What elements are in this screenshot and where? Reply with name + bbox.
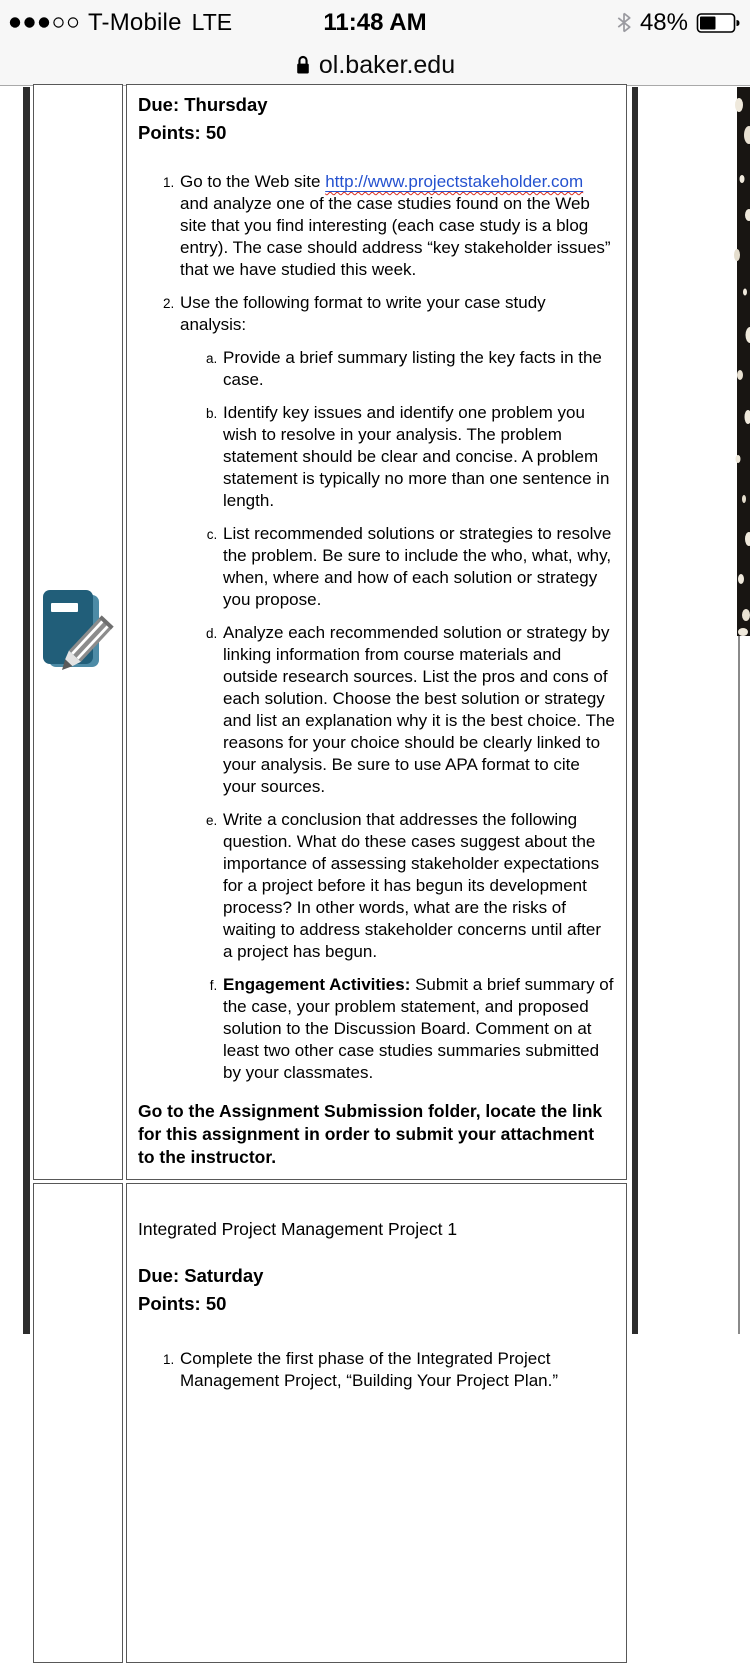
battery-percent-label: 48%: [640, 9, 688, 37]
status-bar: [0, 0, 750, 86]
network-label: LTE: [192, 9, 232, 36]
assignment-1-body-cell: [126, 84, 627, 1180]
substep-a: a. Provide a brief summary listing the key facts in the case.: [221, 347, 615, 391]
assignment-row-1: [33, 84, 627, 1180]
assignments-table: [30, 81, 630, 1666]
notebook-pencil-icon: [40, 582, 116, 678]
signal-dots-icon: [9, 16, 81, 29]
assignment-2-points: Points: 50: [138, 1290, 615, 1318]
battery-group: [616, 9, 741, 37]
assignment-1-points: Points: 50: [138, 119, 615, 147]
step-2: [178, 292, 615, 1084]
assignment-2-body-cell: [126, 1183, 627, 1663]
assignment-2-due: Due: Saturday: [138, 1262, 615, 1290]
assignment-2-title: Integrated Project Management Project 1: [138, 1218, 615, 1240]
step-1: [178, 171, 615, 281]
bluetooth-icon: [616, 12, 632, 33]
spellcheck-underline: [325, 172, 583, 191]
substep-c: c. List recommended solutions or strategies to resolve the problem. Be sure to include the who, what, why, when, where and how of each solution or strategy you propose.: [221, 523, 615, 611]
step-1-text-before: Go to the Web site: [180, 172, 325, 191]
assignment-1-substeps-list: [180, 347, 615, 1084]
marble-texture-border: [737, 87, 750, 636]
assignment-1-due: Due: Thursday: [138, 91, 615, 119]
url-bar[interactable]: [0, 45, 750, 85]
battery-icon: [696, 12, 741, 34]
assignment-1-icon-cell: [33, 84, 123, 1180]
clock-label: 11:48 AM: [0, 9, 750, 37]
carrier-label: T-Mobile: [88, 9, 182, 37]
assignment-2-step-1: 1. Complete the first phase of the Integrated Project Management Project, “Building Your Project Plan.”: [178, 1348, 615, 1392]
substep-f-text: Submit a brief summary of the case, your problem statement, and proposed solution to the Discussion Board. Comment on at least two other case studies summaries submitted by your classmates.: [223, 975, 613, 1082]
step-2-text: Use the following format to write your case study analysis:: [180, 293, 546, 334]
substep-b: b. Identify key issues and identify one problem you wish to resolve in your analysis. The problem statement should be clear and concise. A problem statement is typically no more than one sentence in length.: [221, 402, 615, 512]
substep-e: e. Write a conclusion that addresses the following question. What do these cases suggest about the importance of assessing stakeholder expectations for a project before it has begun its development process? In other words, what are the risks of waiting to address stakeholder concerns until after a project has begun.: [221, 809, 615, 963]
substep-f: [221, 974, 615, 1084]
step-1-text-after: and analyze one of the case studies found on the Web site that you find interesting (each case study is a blog entry). The case should address “key stakeholder issues” that we have studied this week.: [180, 194, 611, 279]
status-row: [0, 0, 750, 45]
substep-f-bold-label: Engagement Activities:: [223, 975, 410, 994]
carrier-group: [9, 9, 232, 37]
projectstakeholder-link[interactable]: http://www.projectstakeholder.com: [325, 172, 583, 191]
assignment-2-steps-list: [138, 1348, 615, 1392]
right-frame-border: [632, 87, 638, 1334]
left-frame-border: [23, 87, 30, 1334]
substep-d: d. Analyze each recommended solution or strategy by linking information from course materials and outside research sources. List the pros and cons of each solution. Choose the best solution or strategy and list an explanation why it is the best choice. The reasons for your choice should be clearly linked to your analysis. Be sure to use APA format to cite your sources.: [221, 622, 615, 798]
lock-icon: [295, 54, 311, 76]
url-domain-label: ol.baker.edu: [319, 51, 455, 80]
submission-instruction: Go to the Assignment Submission folder, locate the link for this assignment in order to submit your attachment to the instructor.: [138, 1100, 615, 1169]
assignment-2-icon-cell: [33, 1183, 123, 1663]
assignment-1-steps-list: [138, 171, 615, 1084]
web-page-content: [0, 87, 750, 1334]
assignment-row-2: [33, 1183, 627, 1663]
right-hairline: [738, 636, 740, 1334]
